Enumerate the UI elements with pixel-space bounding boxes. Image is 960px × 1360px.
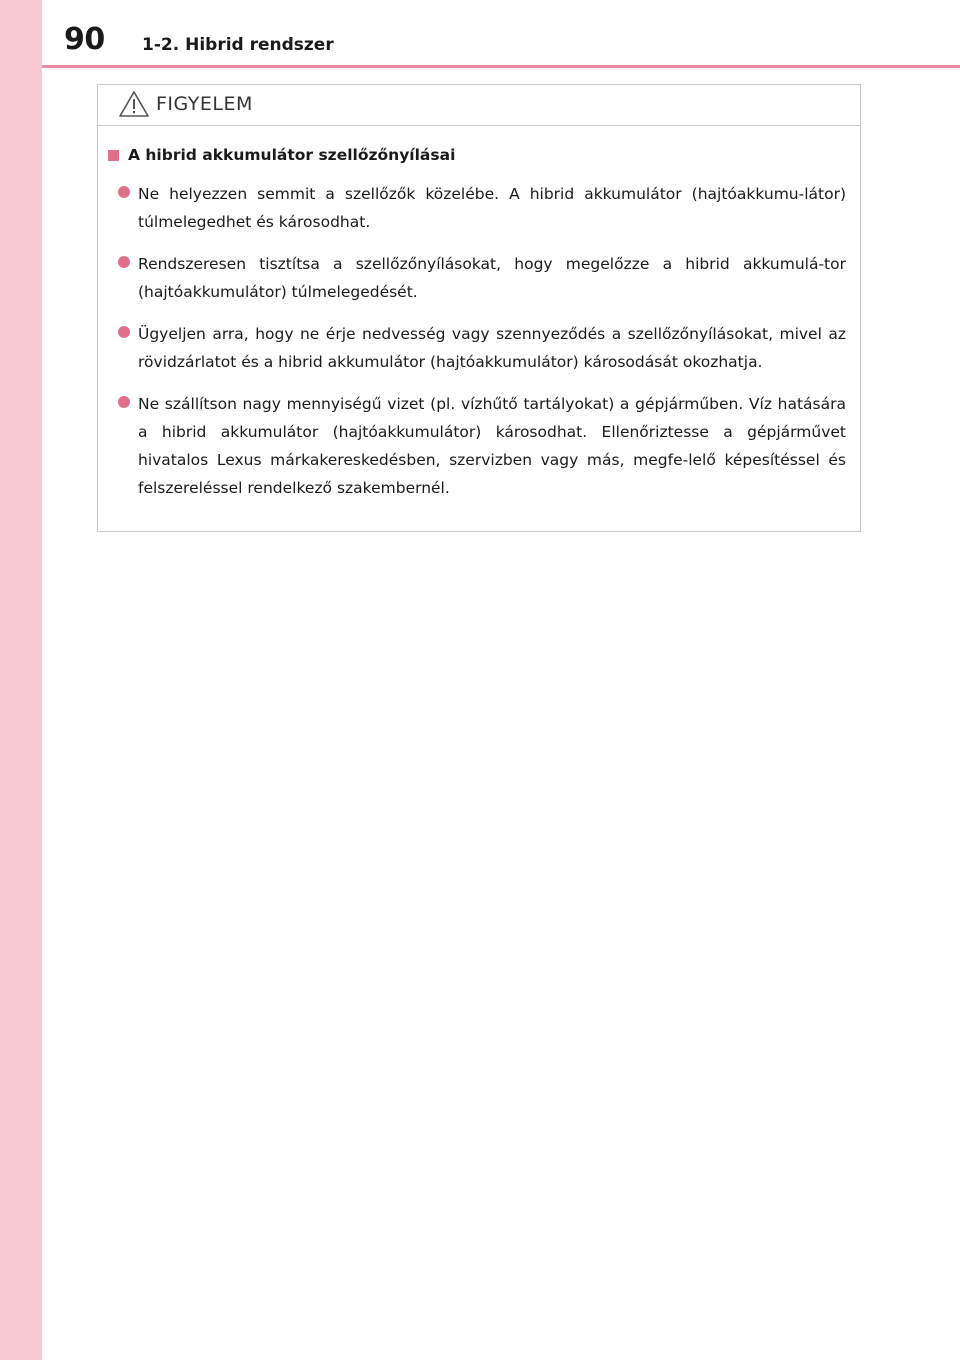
warning-body xyxy=(98,126,860,502)
round-bullet-icon xyxy=(118,326,130,338)
warning-subheading xyxy=(106,146,852,164)
header-divider xyxy=(42,65,960,68)
section-title: 1-2. Hibrid rendszer xyxy=(142,35,334,55)
round-bullet-icon xyxy=(118,256,130,268)
round-bullet-icon xyxy=(118,396,130,408)
list-item-text: Ne szállítson nagy mennyiségű vizet (pl. vízhűtő tartályokat) a gépjárműben. Víz hatására a hibrid akkumulátor (hajtóakkumulátor) károsodhat. Ellenőriztesse a gépjárművet hivatalos Lexus márkakereskedésben, szervizben vagy más, megfe-lelő képesítéssel és felszereléssel rendelkező szakembernél. xyxy=(138,395,846,497)
list-item-text: Rendszeresen tisztítsa a szellőzőnyílásokat, hogy megelőzze a hibrid akkumulá-tor (hajtóakkumulátor) túlmelegedését. xyxy=(138,255,846,301)
list-item xyxy=(106,180,852,236)
round-bullet-icon xyxy=(118,186,130,198)
list-item xyxy=(106,390,852,502)
subheading-text: A hibrid akkumulátor szellőzőnyílásai xyxy=(128,146,456,164)
list-item xyxy=(106,250,852,306)
list-item xyxy=(106,320,852,376)
square-bullet-icon xyxy=(108,150,119,161)
warning-title: FIGYELEM xyxy=(156,93,253,115)
side-color-stripe xyxy=(0,0,42,1360)
list-item-text: Ügyeljen arra, hogy ne érje nedvesség vagy szennyeződés a szellőzőnyílásokat, mivel az rövidzárlatot és a hibrid akkumulátor (hajtóakkumulátor) károsodását okozhatja. xyxy=(138,325,846,371)
warning-triangle-icon xyxy=(118,90,150,118)
page-number: 90 xyxy=(64,22,105,57)
warning-header xyxy=(98,85,860,126)
warning-box xyxy=(97,84,861,532)
list-item-text: Ne helyezzen semmit a szellőzők közelébe. A hibrid akkumulátor (hajtóakkumu-látor) túlmelegedhet és károsodhat. xyxy=(138,185,846,231)
